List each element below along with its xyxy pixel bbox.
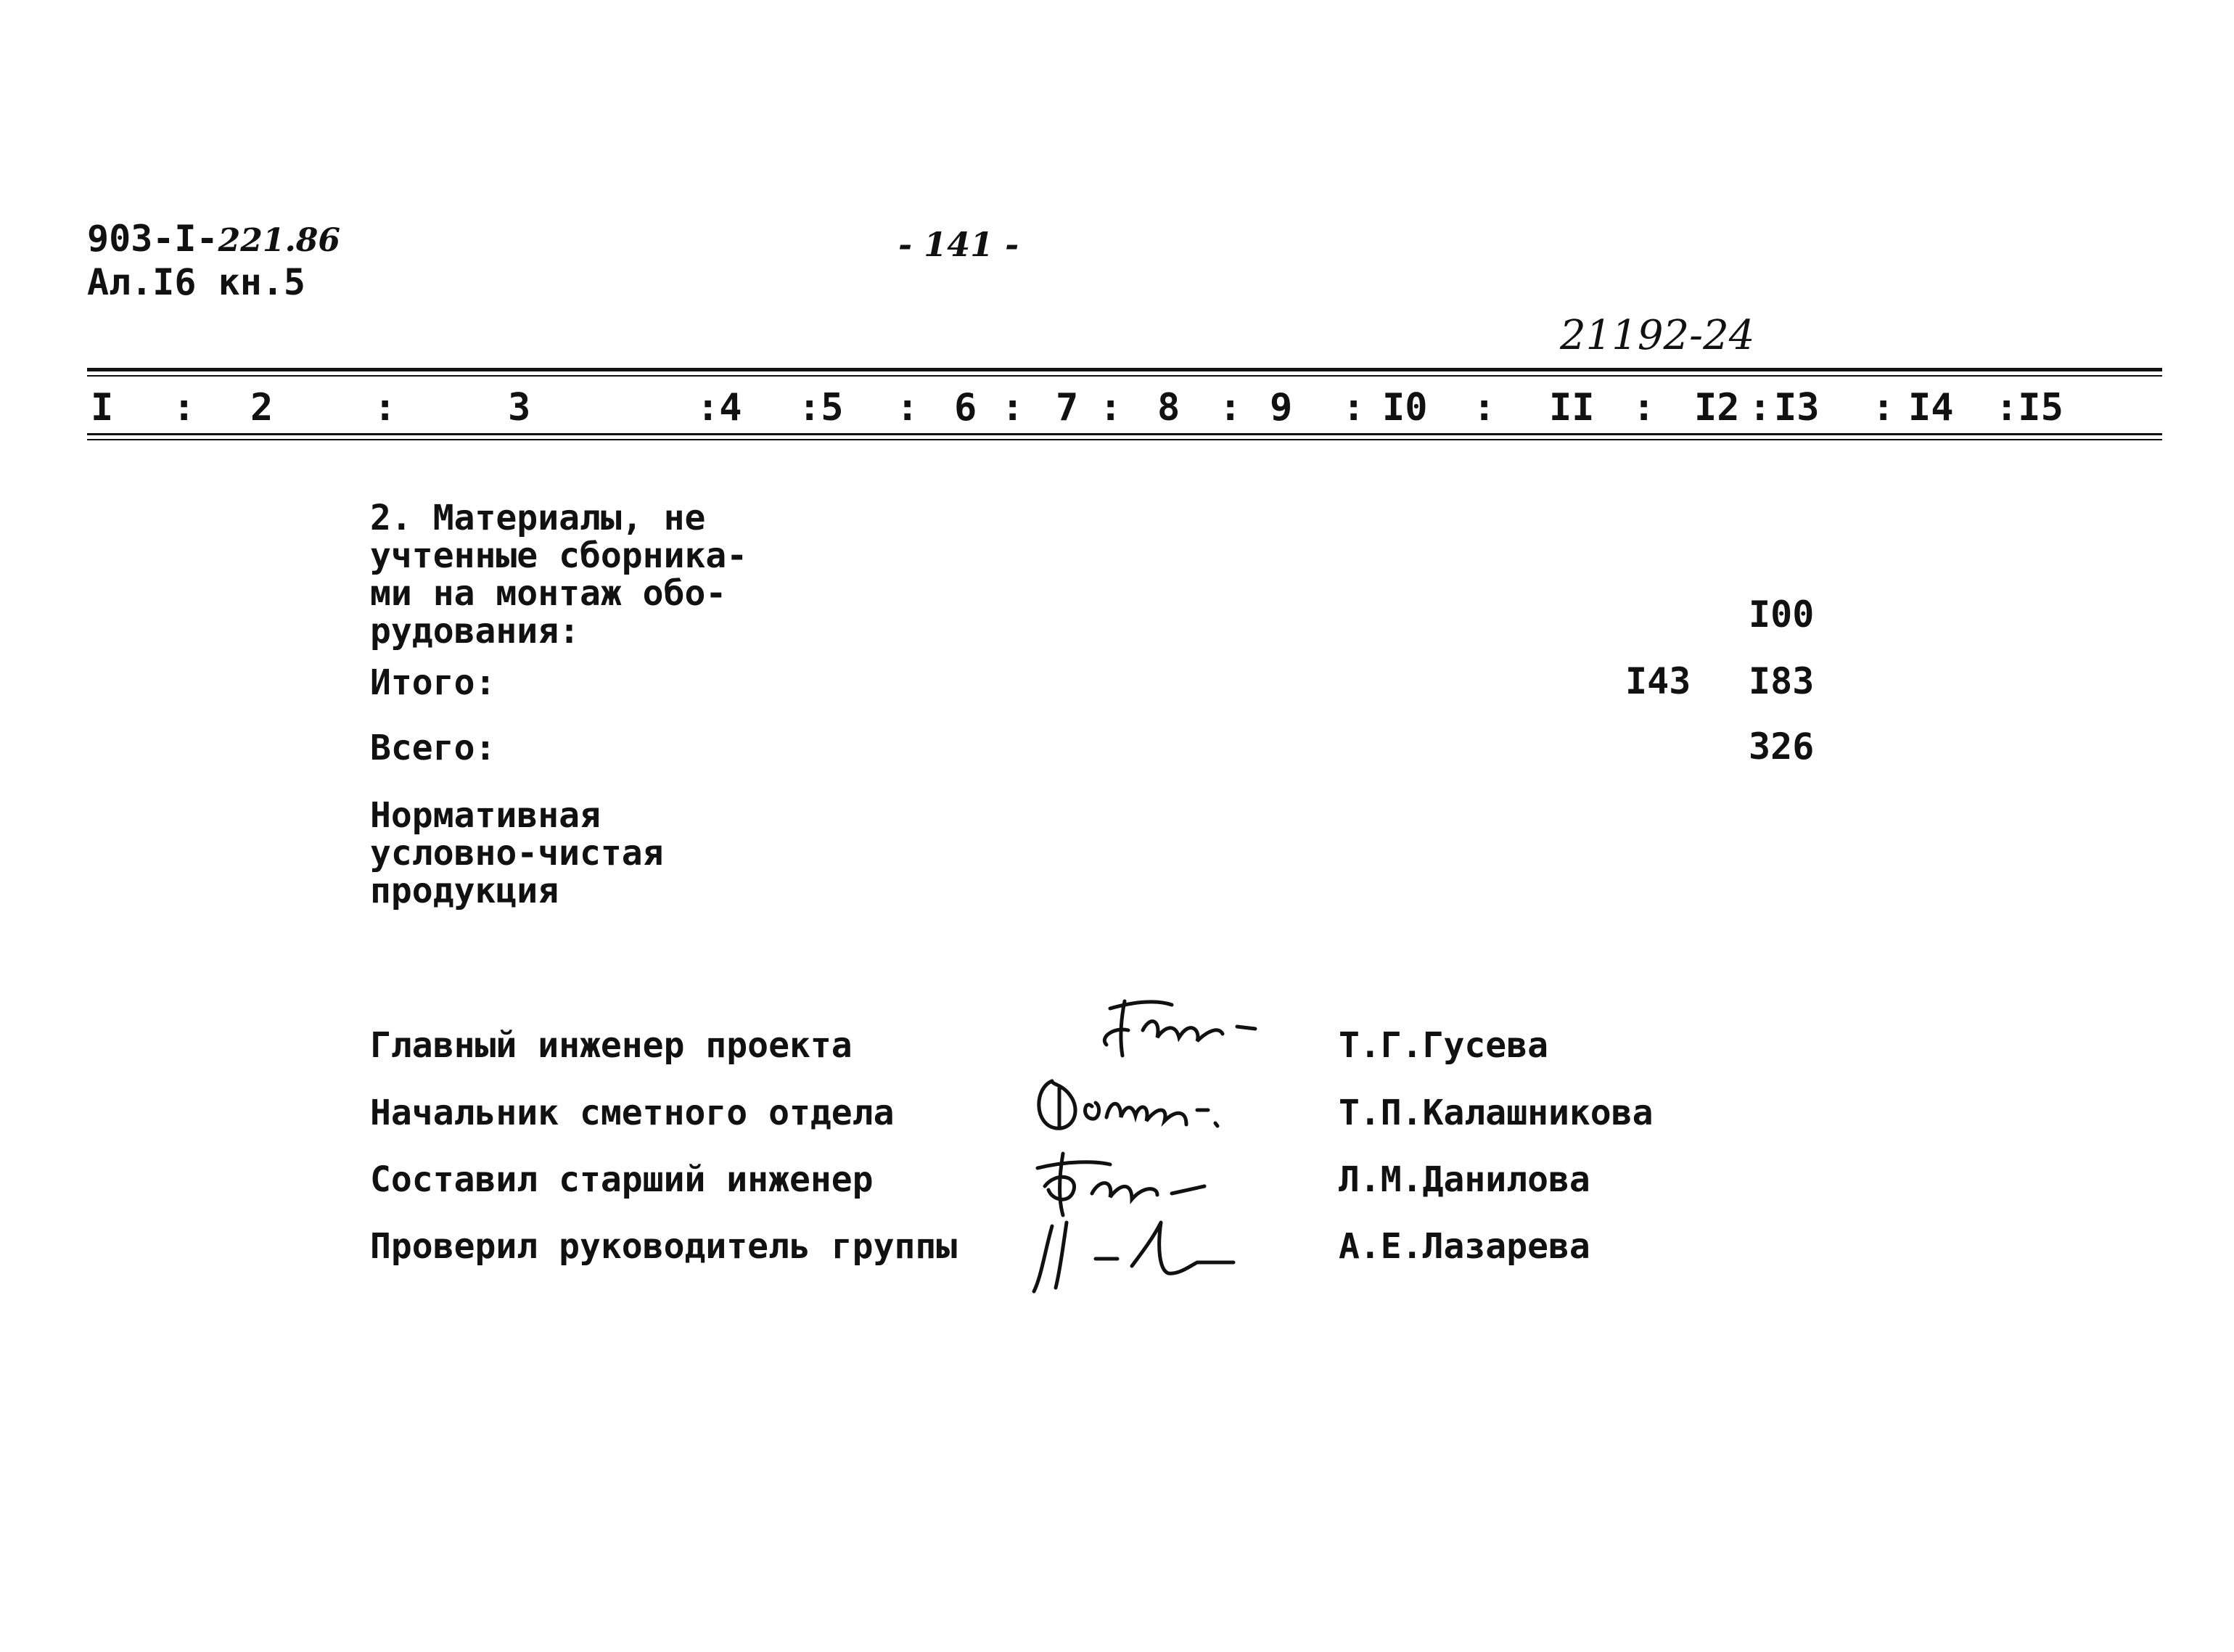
total-col13-value: I83 (1749, 660, 1815, 702)
column-separator: : (1633, 386, 1656, 430)
materials-label (370, 499, 747, 650)
column-separator: : (896, 386, 919, 430)
document-code-handwritten: 221.86 (218, 222, 341, 259)
signature-name: Т.Г.Гусева (1339, 1025, 1548, 1066)
column-separator: : (374, 386, 397, 430)
header-bottom-rule-thin (87, 439, 2162, 440)
signature-role: Главный инженер проекта (370, 1025, 853, 1066)
album-reference: Ал.I6 кн.5 (87, 261, 306, 303)
total-label: Итого: (370, 662, 496, 703)
column-separator: : (1749, 386, 1772, 430)
normative-label (370, 797, 664, 910)
column-separator: : (173, 386, 196, 430)
column-separator: : (1342, 386, 1366, 430)
normative-label-line: Нормативная (370, 795, 601, 836)
signature-name: А.Е.Лазарева (1339, 1226, 1590, 1267)
document-code-printed: 903-I- (87, 218, 218, 260)
column-number: II (1549, 386, 1595, 430)
column-number: I4 (1908, 386, 1954, 430)
document-code (87, 218, 340, 260)
normative-label-line: условно-чистая (370, 833, 664, 874)
materials-col13-value: I00 (1749, 593, 1815, 636)
column-number: 3 (508, 386, 531, 430)
column-number: I (91, 386, 114, 430)
handwritten-signature (1092, 987, 1266, 1067)
header-top-rule-thin (87, 375, 2162, 377)
total-col12-value: I43 (1625, 660, 1691, 702)
page-number: - 141 - (898, 225, 1019, 264)
signature-role: Проверил руководитель группы (370, 1226, 958, 1267)
column-number: 8 (1157, 386, 1180, 430)
grand-total-label: Всего: (370, 728, 496, 768)
signature-role: Составил старший инженер (370, 1159, 874, 1200)
grand-total-col13-value: 326 (1749, 726, 1815, 768)
signature-name: Т.П.Калашникова (1339, 1093, 1654, 1133)
column-separator: : (1219, 386, 1242, 430)
materials-label-line: учтенные сборника- (370, 535, 748, 576)
column-separator: : (1099, 386, 1122, 430)
column-number: 7 (1056, 386, 1079, 430)
stamp-number: 21192-24 (1560, 312, 1755, 359)
column-number: I0 (1382, 386, 1428, 430)
materials-label-line: 2. Материалы, не (370, 498, 706, 538)
normative-label-line: продукция (370, 871, 559, 911)
header-top-rule (87, 368, 2162, 371)
column-separator: : (1872, 386, 1895, 430)
column-separator: : (1473, 386, 1496, 430)
column-number: 9 (1270, 386, 1293, 430)
header-bottom-rule (87, 433, 2162, 435)
handwritten-signature (1023, 1208, 1241, 1295)
column-separator: : (1001, 386, 1024, 430)
column-number: :5 (798, 386, 844, 430)
column-number: I2 (1694, 386, 1740, 430)
handwritten-signature (1030, 1067, 1248, 1146)
column-number: :I5 (1995, 386, 2063, 430)
materials-label-line: рудования: (370, 611, 580, 652)
column-number: 2 (250, 386, 274, 430)
column-number: I3 (1774, 386, 1820, 430)
materials-label-line: ми на монтаж обо- (370, 573, 727, 614)
signature-role: Начальник сметного отдела (370, 1093, 895, 1133)
column-number: 6 (954, 386, 977, 430)
signature-name: Л.М.Данилова (1339, 1159, 1590, 1200)
column-number: :4 (697, 386, 742, 430)
